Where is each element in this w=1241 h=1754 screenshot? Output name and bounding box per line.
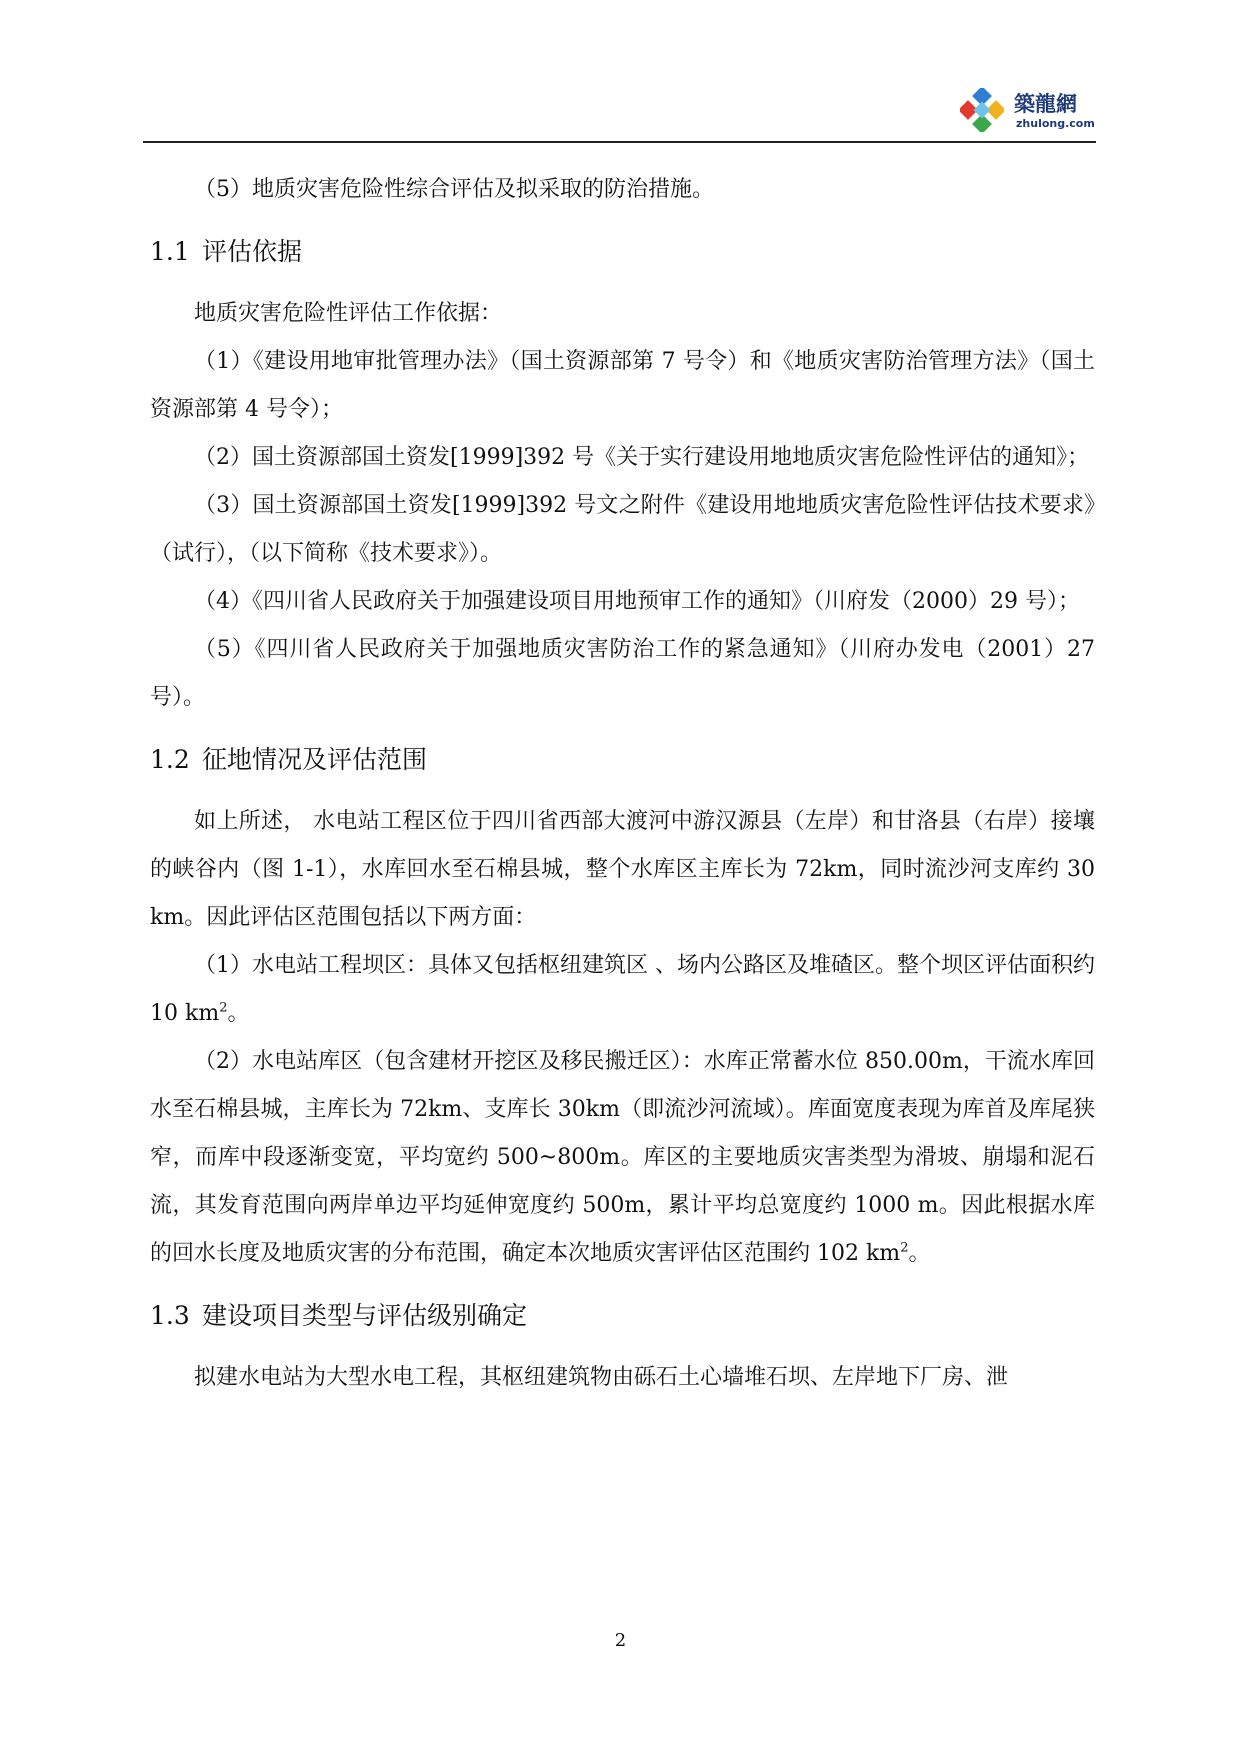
- section-title: 评估依据: [202, 237, 303, 266]
- zhulong-logo-icon: [960, 88, 1004, 132]
- paragraph: 如上所述， 水电站工程区位于四川省西部大渡河中游汉源县（左岸）和甘洛县（右岸）接壤的峡谷内（图 1-1），水库回水至石棉县城，整个水库区主库长为 72km，同时流沙河支库约 30 km。因此评估区范围包括以下两方面：: [150, 809, 1095, 930]
- superscript: 2: [219, 1000, 228, 1016]
- section-title: 建设项目类型与评估级别确定: [202, 1301, 528, 1330]
- logo-text-en: zhulong.com: [1016, 117, 1095, 130]
- header-divider: [143, 141, 1096, 143]
- paragraph-text: 。: [908, 1241, 931, 1266]
- section-number: 1.3: [150, 1301, 190, 1330]
- paragraph: （5）《四川省人民政府关于加强地质灾害防治工作的紧急通知》（川府办发电（2001）27 号）。: [150, 637, 1095, 710]
- section-number: 1.1: [150, 237, 190, 266]
- paragraph: [150, 1038, 1095, 1278]
- paragraph: （1）《建设用地审批管理办法》（国土资源部第 7 号令）和《地质灾害防治管理方法》（国土资源部第 4 号令）；: [150, 349, 1095, 422]
- section-number: 1.2: [150, 745, 190, 774]
- section-heading-1-3: [150, 1296, 1095, 1336]
- paragraph-text: （1）水电站工程坝区：具体又包括枢纽建筑区 、场内公路区及堆碴区。整个坝区评估面积约 10 km: [150, 953, 1095, 1026]
- paragraph: 拟建水电站为大型水电工程，其枢纽建筑物由砾石土心墙堆石坝、左岸地下厂房、泄: [194, 1365, 1009, 1390]
- paragraph: [150, 942, 1095, 1038]
- document-body: [150, 160, 1095, 1402]
- section-heading-1-1: [150, 232, 1095, 272]
- logo-text-cn: 築龍網: [1014, 92, 1077, 116]
- paragraph: （5）地质灾害危险性综合评估及拟采取的防治措施。: [194, 177, 714, 202]
- paragraph: 地质灾害危险性评估工作依据：: [194, 301, 503, 326]
- superscript: 2: [900, 1240, 909, 1256]
- paragraph: （4）《四川省人民政府关于加强建设项目用地预审工作的通知》（川府发（2000）29 号）；: [194, 589, 1080, 614]
- paragraph-text: 。: [227, 1001, 250, 1026]
- paragraph: （3）国土资源部国土资发[1999]392 号文之附件《建设用地地质灾害危险性评估技术要求》（试行），（以下简称《技术要求》）。: [150, 493, 1095, 566]
- paragraph-text: （2）水电站库区（包含建材开挖区及移民搬迁区）：水库正常蓄水位 850.00m，干流水库回水至石棉县城，主库长为 72km、支库长 30km（即流沙河流域）。库面宽度表现为库首及库尾狭窄，而库中段逐渐变宽，平均宽约 500~800m。库区的主要地质灾害类型为滑坡、崩塌和泥石流，其发育范围向两岸单边平均延伸宽度约 500m，累计平均总宽度约 1000 m。因此根据水库的回水长度及地质灾害的分布范围，确定本次地质灾害评估区范围约 102 km: [150, 1049, 1095, 1266]
- section-title: 征地情况及评估范围: [202, 745, 428, 774]
- zhulong-logo: [960, 84, 1100, 136]
- section-heading-1-2: [150, 740, 1095, 780]
- page-number: 2: [614, 1630, 627, 1651]
- paragraph: （2）国土资源部国土资发[1999]392 号《关于实行建设用地地质灾害危险性评估的通知》；: [194, 445, 1090, 470]
